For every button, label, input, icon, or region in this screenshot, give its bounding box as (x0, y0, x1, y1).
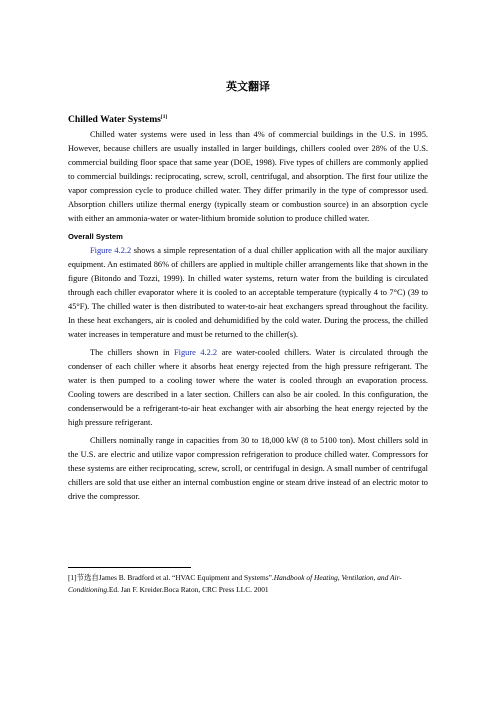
subsection-heading: Overall System (68, 232, 123, 241)
paragraph-water-cooled-lead: The chillers shown in (90, 348, 174, 357)
footnote-suffix: .Ed. Jan F. Kreider.Boca Raton, CRC Press LLC. 2001 (107, 584, 269, 594)
footnote-book-title: Handbook of Heating, Ventilation, and Air-Conditioning (68, 573, 402, 594)
paragraph-intro: Chilled water systems were used in less than 4% of commercial buildings in the U.S. in 1995. However, because chillers are usually installed in larger buildings, chillers cooled over 28% of the U.S. commercial building floor space that same year (DOE, 1998). Five types of chillers are commonly applied to commercial buildings: reciprocating, screw, scroll, centrifugal, and absorption. The first four utilize the vapor compression cycle to produce chilled water. They differ primarily in the type of compressor used. Absorption chillers utilize thermal energy (typically steam or combustion source) in an absorption cycle with either an ammonia-water or water-lithium bromide solution to produce chilled water. (68, 130, 428, 223)
footnote-divider (68, 567, 191, 568)
figure-link[interactable]: Figure 4.2.2 (174, 348, 218, 357)
section-heading (68, 110, 428, 127)
document-body (68, 110, 428, 508)
paragraph-water-cooled-text: are water-cooled chillers. Water is circulated through the condenser of each chiller where it absorbs heat energy rejected from the high pressure refrigerant. The water is then pumped to a cooling tower where the water is cooled through an evaporation process. Cooling towers are described in a later section. Chillers can also be air cooled. In this configuration, the condenserwould be a refrigerant-to-air heat exchanger with air absorbing the heat energy rejected by the high pressure refrigerant. (68, 348, 429, 427)
footnote-ref: [1] (160, 114, 168, 120)
page-title: 英文翻译 (226, 80, 270, 93)
paragraph-overview (68, 244, 428, 342)
paragraph-water-cooled (68, 346, 428, 430)
paragraph-capacities: Chillers nominally range in capacities from 30 to 18,000 kW (8 to 5100 ton). Most chillers sold in the U.S. are electric and utilize vapor compression refrigeration to produce chilled water. Compressors for these systems are either reciprocating, screw, scroll, or centrifugal in design. A small number of centrifugal chillers are sold that use either an internal combustion engine or steam drive instead of an electric motor to drive the compressor. (68, 436, 428, 501)
footnote-prefix: [1]节选自James B. Bradford et al. “HVAC Equipment and Systems”. (68, 573, 274, 582)
footnote (68, 572, 428, 595)
section-heading-text: Chilled Water Systems (68, 114, 161, 125)
figure-link[interactable]: Figure 4.2.2 (90, 246, 132, 255)
paragraph-overview-text: shows a simple representation of a dual chiller application with all the major auxiliary equipment. An estimated 86% of chillers are applied in multiple chiller arrangements like that shown in the figure (Bitondo and Tozzi, 1999). In chilled water systems, return water from the building is circulated through each chiller evaporator where it is cooled to an acceptable temperature (typically 4 to 7°C) (39 to 45°F). The chilled water is then distributed to water-to-air heat exchangers spread throughout the facility. In these heat exchangers, air is cooled and dehumidified by the cold water. During the process, the chilled water increases in temperature and must be returned to the chiller(s). (68, 246, 428, 339)
